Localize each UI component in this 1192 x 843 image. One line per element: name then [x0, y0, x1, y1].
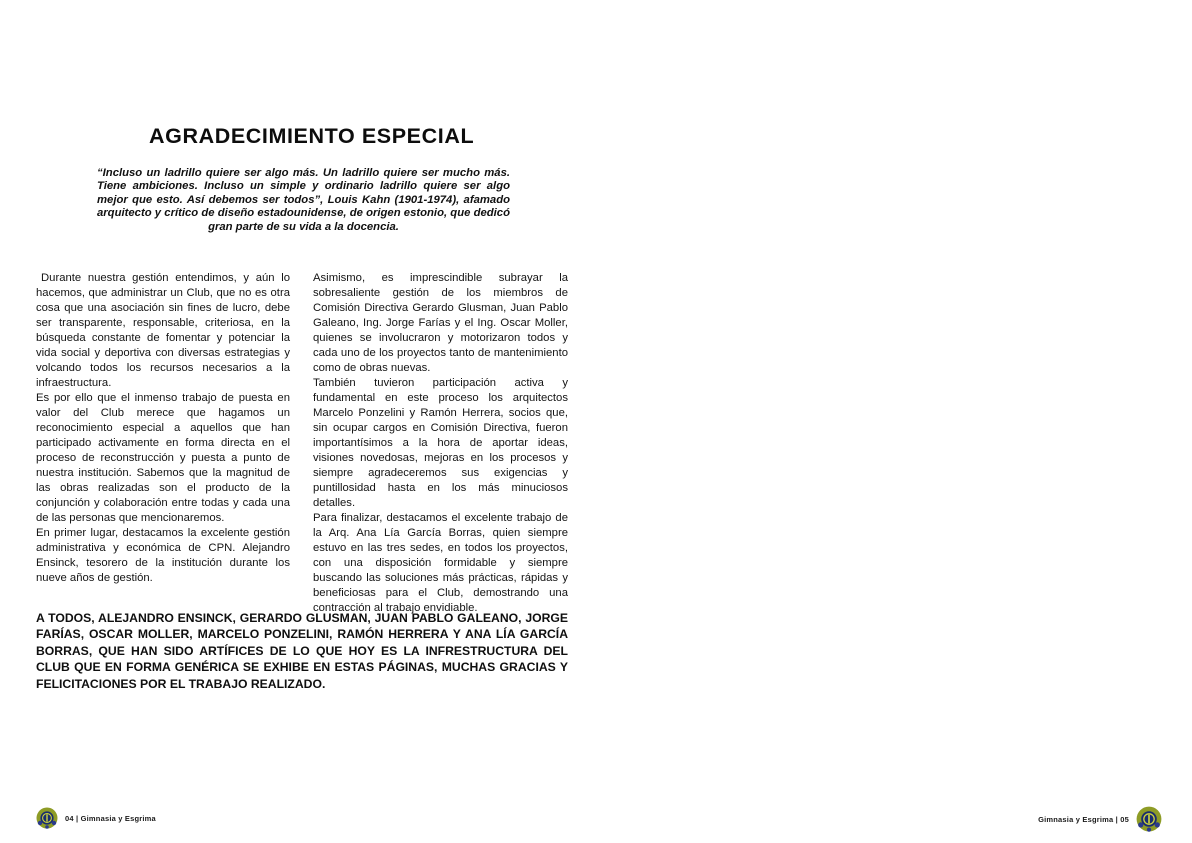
paragraph: Es por ello que el inmenso trabajo de puesta en valor del Club merece que hagamos un reconocimiento especial a aquellos que han participado activamente en forma directa en el proceso de reconstrucción y puesta a punto de nuestra institución. Sabemos que la magnitud de las obras realizadas son el producto de la conjunción y colaboración entre todas y cada una de las personas que mencionaremos. [36, 392, 290, 524]
paragraph: Asimismo, es imprescindible subrayar la sobresaliente gestión de los miembros de Comisión Directiva Gerardo Glusman, Juan Pablo Galeano, Ing. Jorge Farías y el Ing. Oscar Moller, quienes se involucraron y motorizaron todos y cada uno de los proyectos tanto de mantenimiento como de obras nuevas. [313, 272, 568, 374]
body-column-right [313, 271, 568, 616]
footer-page-label: Gimnasia y Esgrima | 05 [1038, 814, 1129, 824]
closing-acknowledgement: A TODOS, ALEJANDRO ENSINCK, GERARDO GLUSMAN, JUAN PABLO GALEANO, JORGE FARÍAS, OSCAR MOLLER, MARCELO PONZELINI, RAMÓN HERRERA Y ANA LÍA GARCÍA BORRAS, QUE HAN SIDO ARTÍFICES DE LO QUE HOY ES LA INFRESTRUCTURA DEL CLUB QUE EN FORMA GENÉRICA SE EXHIBE EN ESTAS PÁGINAS, MUCHAS GRACIAS Y FELICITACIONES POR EL TRABAJO REALIZADO. [36, 611, 568, 691]
body-column-left [36, 271, 290, 586]
footer-page-label: 04 | Gimnasia y Esgrima [65, 813, 156, 823]
paragraph: También tuvieron participación activa y fundamental en este proceso los arquitectos Marcelo Ponzelini y Ramón Herrera, socios que, sin ocupar cargos en Comisión Directiva, fueron importantísimos a la hora de aportar ideas, visiones novedosas, mejoras en los procesos y siempre agradeceremos sus exigencias y puntillosidad hasta en los más minuciosos detalles. [313, 377, 568, 509]
club-logo-icon [1136, 806, 1162, 832]
paragraph: Para finalizar, destacamos el excelente trabajo de la Arq. Ana Lía García Borras, quien siempre estuvo en las tres sedes, en todos los proyectos, con una disposición formidable y siempre buscando las soluciones más prácticas, rápidas y beneficiosas para el Club, demostrando una contracción al trabajo envidiable. [313, 512, 568, 614]
footer-right [1038, 806, 1162, 832]
paragraph: Durante nuestra gestión entendimos, y aún lo hacemos, que administrar un Club, que no es otra cosa que una asociación sin fines de lucro, debe ser transparente, responsable, criteriosa, en la búsqueda constante de fomentar y potenciar la vida social y deportiva con diversas estrategias y volcando todos los recursos necesarios a la infraestructura. [36, 272, 290, 389]
page-title: AGRADECIMIENTO ESPECIAL [149, 124, 475, 148]
paragraph: En primer lugar, destacamos la excelente gestión administrativa y económica de CPN. Alejandro Ensinck, tesorero de la institución durante los nueve años de gestión. [36, 527, 290, 584]
quote-paragraph: “Incluso un ladrillo quiere ser algo más. Un ladrillo quiere ser mucho más. Tiene ambiciones. Incluso un simple y ordinario ladrillo quiere ser algo mejor que esto. Así debemos ser todos”, Louis Kahn (1901-1974), afamado arquitecto y crítico de diseño estadounidense, de origen estonio, que dedicó gran parte de su vida a la docencia. [97, 167, 510, 233]
footer-left [36, 807, 156, 829]
club-logo-icon [36, 807, 58, 829]
